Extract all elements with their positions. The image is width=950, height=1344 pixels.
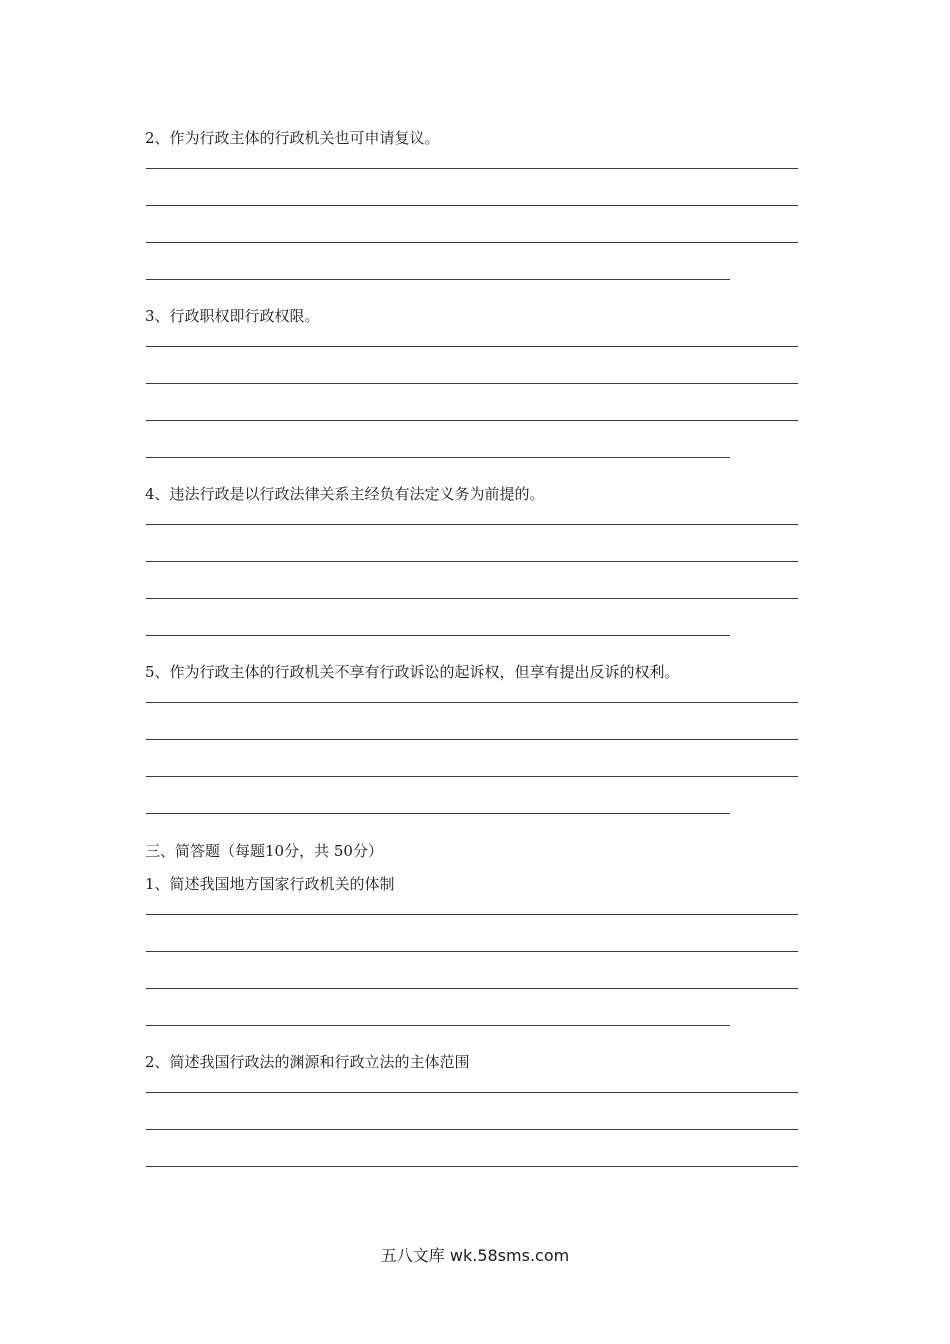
answer-line <box>146 383 798 384</box>
answer-line <box>146 524 798 525</box>
answer-line <box>146 702 798 703</box>
footer-watermark: 五八文库 wk.58sms.com <box>380 1246 570 1265</box>
answer-line <box>146 914 798 915</box>
question-3-text: 3、行政职权即行政权限。 <box>145 307 320 325</box>
answer-line <box>146 1129 798 1130</box>
answer-line <box>146 1025 730 1026</box>
section-heading: 三、简答题（每题10分，共 50分） <box>145 842 383 860</box>
question-2-text: 2、作为行政主体的行政机关也可申请复议。 <box>145 129 440 147</box>
answer-line <box>146 988 798 989</box>
answer-line <box>146 813 730 814</box>
answer-line <box>146 242 798 243</box>
answer-line <box>146 346 798 347</box>
answer-line <box>146 1166 798 1167</box>
answer-line <box>146 205 798 206</box>
answer-line <box>146 739 798 740</box>
answer-line <box>146 776 798 777</box>
answer-line <box>146 168 798 169</box>
answer-line <box>146 561 798 562</box>
answer-line <box>146 635 730 636</box>
question-5-text: 5、作为行政主体的行政机关不享有行政诉讼的起诉权，但享有提出反诉的权利。 <box>145 663 680 681</box>
answer-line <box>146 1092 798 1093</box>
short-answer-question-2: 2、简述我国行政法的渊源和行政立法的主体范围 <box>145 1053 470 1071</box>
answer-line <box>146 598 798 599</box>
short-answer-question-1: 1、简述我国地方国家行政机关的体制 <box>145 875 395 893</box>
answer-line <box>146 279 730 280</box>
answer-line <box>146 420 798 421</box>
question-4-text: 4、违法行政是以行政法律关系主经负有法定义务为前提的。 <box>145 485 545 503</box>
answer-line <box>146 951 798 952</box>
answer-line <box>146 457 730 458</box>
